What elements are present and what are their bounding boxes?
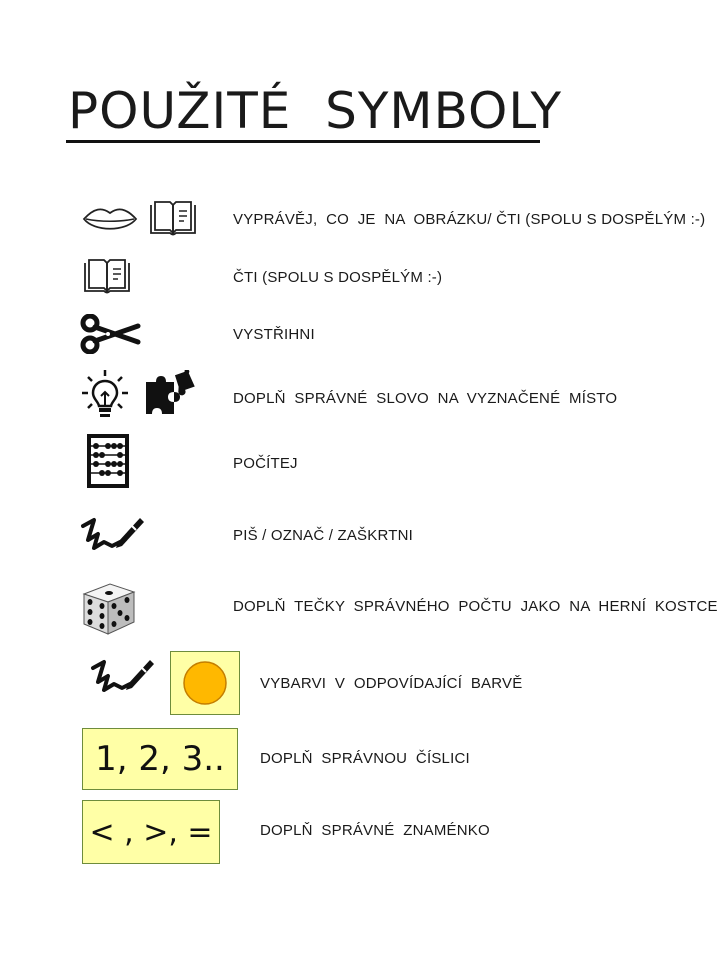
pen-icon bbox=[80, 512, 146, 558]
page-title: POUŽITÉ SYMBOLY bbox=[68, 82, 563, 140]
row-label-digit: DOPLŇ SPRÁVNOU ČÍSLICI bbox=[260, 750, 470, 767]
row-label-write: PIŠ / OZNAČ / ZAŠKRTNI bbox=[233, 527, 413, 544]
orange-circle-icon bbox=[181, 659, 229, 707]
row-label-color: VYBARVI V ODPOVÍDAJÍCÍ BARVĚ bbox=[260, 675, 523, 692]
digits-box bbox=[82, 728, 238, 790]
orange-circle-box bbox=[170, 651, 240, 715]
digits-box-text: 1, 2, 3.. bbox=[95, 739, 225, 779]
signs-box bbox=[82, 800, 220, 864]
row-label-count: POČÍTEJ bbox=[233, 455, 298, 472]
book-icon bbox=[82, 257, 132, 297]
row-label-cut: VYSTŘIHNI bbox=[233, 326, 315, 343]
book-icon bbox=[148, 199, 198, 239]
row-label-sign: DOPLŇ SPRÁVNÉ ZNAMÉNKO bbox=[260, 822, 490, 839]
lightbulb-icon bbox=[80, 368, 130, 420]
title-underline bbox=[66, 140, 540, 143]
row-label-fill-word: DOPLŇ SPRÁVNÉ SLOVO NA VYZNAČENÉ MÍSTO bbox=[233, 390, 618, 407]
pen-icon bbox=[90, 654, 156, 700]
dice-icon bbox=[80, 580, 138, 638]
row-label-dice-dots: DOPLŇ TEČKY SPRÁVNÉHO POČTU JAKO NA HERNÍ KOSTCE bbox=[233, 598, 718, 615]
puzzle-icon bbox=[144, 370, 196, 418]
row-label-narrate: VYPRÁVĚJ, CO JE NA OBRÁZKU/ ČTI (SPOLU S DOSPĚLÝM :-) bbox=[233, 211, 706, 228]
abacus-icon bbox=[86, 434, 130, 488]
signs-box-text: < , >, = bbox=[89, 814, 213, 850]
scissors-icon bbox=[80, 314, 142, 354]
row-label-read: ČTI (SPOLU S DOSPĚLÝM :-) bbox=[233, 269, 443, 286]
lips-icon bbox=[82, 204, 138, 234]
